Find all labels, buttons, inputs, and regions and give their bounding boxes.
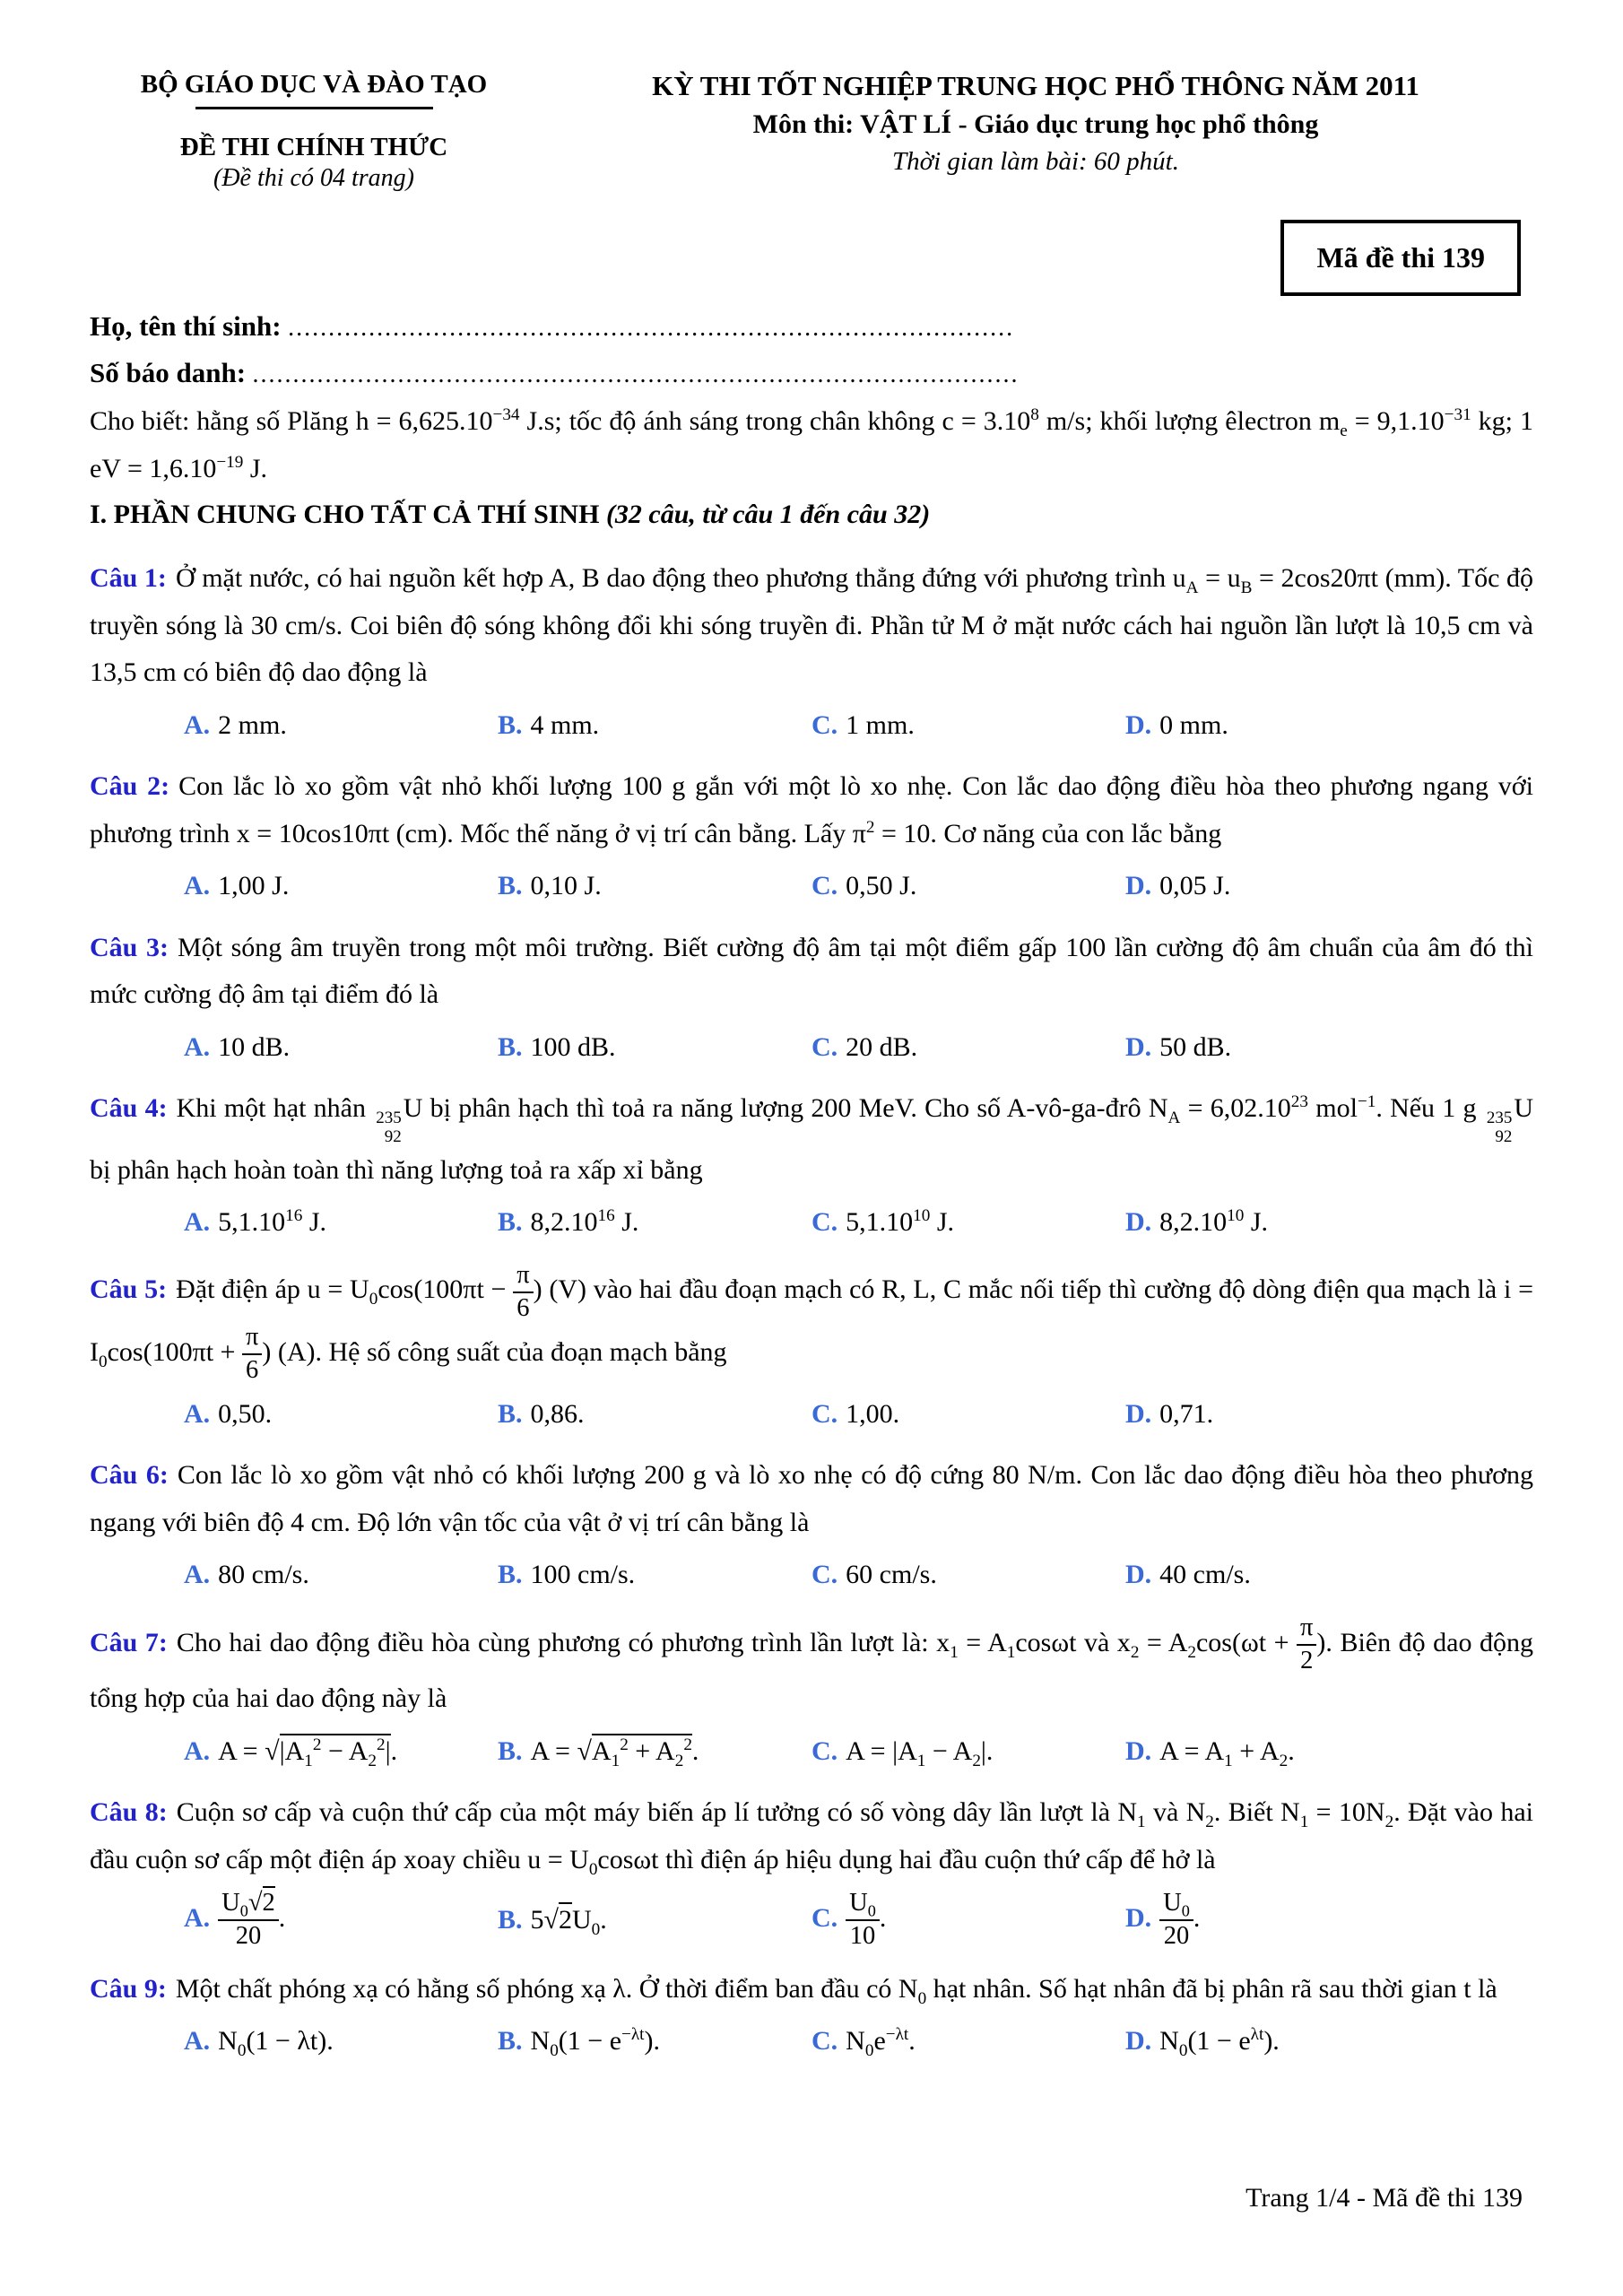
question-6-text: Con lắc lò xo gồm vật nhỏ có khối lượng 200 g và lò xo nhẹ có độ cứng 80 N/m. Con lắc dao động điều hòa theo phương ngang với biên độ 4 cm. Độ lớn vận tốc của vật ở vị trí cân bằng là — [90, 1460, 1533, 1537]
question-3-text: Một sóng âm truyền trong một môi trường. Biết cường độ âm tại một điểm gấp 100 lần cường độ âm chuẩn của âm đó thì mức cường độ âm tại điểm đó là — [90, 932, 1534, 1009]
exam-code-row — [90, 220, 1521, 296]
question-4-answer-b: B. 8,2.10$^{16}$ J. — [498, 1206, 639, 1238]
question-5 — [90, 1261, 1533, 1439]
question-7-answer-a: A. $A = √|A_1^2 - A_2^2|$. — [184, 1735, 398, 1770]
question-5-answer-d: D. 0,71. — [1125, 1398, 1214, 1429]
header-rule — [195, 107, 433, 109]
section-note: (32 câu, từ câu 1 đến câu 32) — [605, 500, 931, 529]
question-7-answer-d: D. $A = A_1 + A_2$. — [1125, 1735, 1295, 1770]
question-2-text: Con lắc lò xo gồm vật nhỏ khối lượng 100 g gắn với một lò xo nhẹ. Con lắc dao động điều hòa theo phương ngang với phương trình x = 10cos10πt (cm). Mốc thế năng ở vị trí cân bằng. Lấy $\pi^2 = 10$. Cơ năng của con lắc bằng — [90, 771, 1533, 848]
question-9-answer-a: A. $N_0(1 - \lambda t)$. — [184, 2026, 334, 2061]
question-7-answers — [184, 1728, 1533, 1776]
question-9-answer-d: D. $N_0(1 - e^{\lambda t})$. — [1125, 2025, 1280, 2061]
question-4-answer-c: C. 5,1.10$^{10}$ J. — [812, 1206, 955, 1238]
question-7-label: Câu 7: — [90, 1627, 168, 1657]
question-9-text: Một chất phóng xạ có hằng số phóng xạ λ. Ở thời điểm ban đầu có $N_0$ hạt nhân. Số hạt nhân đã bị phân rã sau thời gian t là — [175, 1973, 1497, 2008]
exam-pages-note: (Đề thi có 04 trang) — [213, 164, 414, 192]
question-6-answer-a: A. 80 cm/s. — [184, 1560, 309, 1590]
question-3-label: Câu 3: — [90, 932, 169, 962]
question-4 — [90, 1085, 1533, 1247]
question-7-answer-c: C. $A = |A_1 - A_2|$. — [812, 1735, 994, 1770]
question-5-label: Câu 5: — [90, 1274, 168, 1305]
exam-title: KỲ THI TỐT NGHIỆP TRUNG HỌC PHỔ THÔNG NĂM 2011 — [652, 70, 1419, 101]
question-7-answer-b: B. $A = √A_1^2 + A_2^2$. — [498, 1735, 699, 1770]
question-1-text: Ở mặt nước, có hai nguồn kết hợp A, B dao động theo phương thẳng đứng với phương trình $u_A = u_B = 2\cos 20\pi t$ (mm). Tốc độ truyền sóng là 30 cm/s. Coi biên độ sóng không đổi khi sóng truyền đi. Phần tử M ở mặt nước cách hai nguồn lần lượt là 10,5 cm và 13,5 cm có biên độ dao động là — [90, 563, 1534, 687]
ministry-name: BỘ GIÁO DỤC VÀ ĐÀO TẠO — [140, 70, 488, 99]
question-6-answer-b: B. 100 cm/s. — [498, 1560, 636, 1590]
question-8-answer-b: B. $5√2U_0$. — [498, 1897, 812, 1944]
question-3-answer-d: D. 50 dB. — [1125, 1031, 1232, 1062]
question-9-answer-c: C. $N_0e^{-\lambda t}$. — [812, 2025, 916, 2061]
question-6 — [90, 1452, 1533, 1599]
question-2-answer-c: C. 0,50 J. — [812, 871, 917, 900]
question-8 — [90, 1789, 1533, 1952]
question-1-answer-a: A. 2 mm. — [184, 709, 287, 740]
header-right-block — [538, 70, 1533, 193]
question-2-answer-b: B. 0,10 J. — [498, 871, 602, 900]
page-header — [90, 70, 1533, 193]
question-1-label: Câu 1: — [90, 563, 167, 593]
candidate-name-label: Họ, tên thí sinh: — [90, 310, 282, 342]
question-6-answer-d: D. 40 cm/s. — [1125, 1560, 1251, 1590]
candidate-id-row — [90, 357, 1533, 389]
candidate-id-label: Số báo danh: — [90, 357, 247, 388]
question-5-answer-c: C. 1,00. — [812, 1398, 900, 1429]
question-4-answer-a: A. 5,1.10$^{16}$ J. — [184, 1206, 327, 1238]
question-7-text: Cho hai dao động điều hòa cùng phương có phương trình lần lượt là: $x_1 = A_1\cos\omega t$ và $x_2 = A_2\cos(\omega t$ + $\frac{\pi}{2}$ ). Biên độ dao động tổng hợp của hai dao động này là — [90, 1613, 1533, 1714]
question-6-label: Câu 6: — [90, 1460, 169, 1491]
subject-line: Môn thi: VẬT LÍ - Giáo dục trung học phổ thông — [752, 109, 1319, 139]
question-8-label: Câu 8: — [90, 1797, 168, 1828]
question-8-answer-c: C. $\frac{U_0}{10}$ . — [812, 1889, 887, 1951]
question-9-label: Câu 9: — [90, 1973, 167, 2004]
question-1-answers — [184, 702, 1533, 750]
question-5-answer-a: A. 0,50. — [184, 1398, 273, 1429]
questions-list — [90, 555, 1533, 2066]
section-title: I. PHẦN CHUNG CHO TẤT CẢ THÍ SINH — [90, 500, 606, 529]
question-4-answers — [184, 1199, 1533, 1247]
question-8-answers — [184, 1889, 1533, 1952]
exam-code-box: Mã đề thi 139 — [1280, 220, 1521, 296]
question-3 — [90, 925, 1533, 1072]
question-4-answer-d: D. 8,2.10$^{10}$ J. — [1125, 1206, 1269, 1238]
question-1 — [90, 555, 1533, 749]
question-9-answers — [184, 2018, 1533, 2066]
question-1-answer-b: B. 4 mm. — [498, 709, 600, 740]
question-5-answer-b: B. 0,86. — [498, 1398, 585, 1429]
section-heading — [90, 500, 1533, 530]
constants-paragraph: Cho biết: hằng số Plăng $h = 6,625.10^{-34}$ J.s; tốc độ ánh sáng trong chân không $c = 3.10^8$ m/s; khối lượng êlectron $m_e = 9,1.10^{-31}$ kg; 1 eV = $1,6.10^{-19}$ J. — [90, 405, 1534, 483]
question-7 — [90, 1613, 1533, 1776]
question-5-text: Đặt điện áp $u = U_0\cos(100\pi t$ − $\frac{\pi}{6}$ ) (V) vào hai đầu đoạn mạch có R, L, C mắc nối tiếp thì cường độ dòng điện qua mạch là $i = I_0\cos(100\pi t$ + $\frac{\pi}{6}$ ) (A). Hệ số công suất của đoạn mạch bằng — [90, 1260, 1533, 1385]
official-exam-label: ĐỀ THI CHÍNH THỨC — [179, 133, 448, 161]
question-9 — [90, 1966, 1533, 2066]
candidate-name-dots: .......................................................................................... — [288, 314, 1015, 342]
question-3-answers — [184, 1024, 1533, 1072]
question-5-answers — [184, 1391, 1533, 1439]
duration-line: Thời gian làm bài: 60 phút. — [892, 147, 1179, 176]
question-3-answer-b: B. 100 dB. — [498, 1031, 616, 1062]
question-4-label: Câu 4: — [90, 1093, 168, 1123]
question-2-answer-a: A. 1,00 J. — [184, 871, 290, 900]
page-footer: Trang 1/4 - Mã đề thi 139 — [1245, 2183, 1523, 2213]
question-3-answer-c: C. 20 dB. — [812, 1031, 918, 1062]
question-8-answer-d: D. $\frac{U_0}{20}$ . — [1125, 1889, 1201, 1951]
question-6-answer-c: C. 60 cm/s. — [812, 1560, 937, 1590]
header-left-block — [90, 70, 538, 193]
question-6-answers — [184, 1552, 1533, 1599]
candidate-name-row — [90, 310, 1533, 343]
candidate-id-dots: ............................................................................................... — [252, 361, 1020, 388]
question-1-answer-d: D. 0 mm. — [1125, 709, 1228, 740]
question-2-label: Câu 2: — [90, 771, 170, 801]
question-1-answer-c: C. 1 mm. — [812, 709, 915, 740]
question-2-answers — [184, 863, 1533, 910]
question-8-text: Cuộn sơ cấp và cuộn thứ cấp của một máy biến áp lí tưởng có số vòng dây lần lượt là $N_1$ và $N_2$. Biết $N_1 = 10N_2$. Đặt vào hai đầu cuộn sơ cấp một điện áp xoay chiều $u = U_0\cos\omega t$ thì điện áp hiệu dụng hai đầu cuộn thứ cấp để hở là — [90, 1797, 1533, 1879]
question-4-text: Khi một hạt nhân 235 92 U bị phân hạch thì toả ra năng lượng 200 MeV. Cho số A-vô-ga-đrô $N_A = 6,02.10^{23}$ mol$^{-1}$. Nếu 1 g 235 92 U bị phân hạch hoàn toàn thì năng lượng toả ra xấp xỉ bằng — [90, 1092, 1533, 1185]
question-2 — [90, 763, 1533, 910]
question-8-answer-a: A. $\frac{U_0√2}{20}$ . — [184, 1889, 498, 1952]
question-2-answer-d: D. 0,05 J. — [1125, 871, 1231, 900]
question-3-answer-a: A. 10 dB. — [184, 1031, 291, 1062]
question-9-answer-b: B. $N_0(1 - e^{-\lambda t})$. — [498, 2025, 660, 2061]
